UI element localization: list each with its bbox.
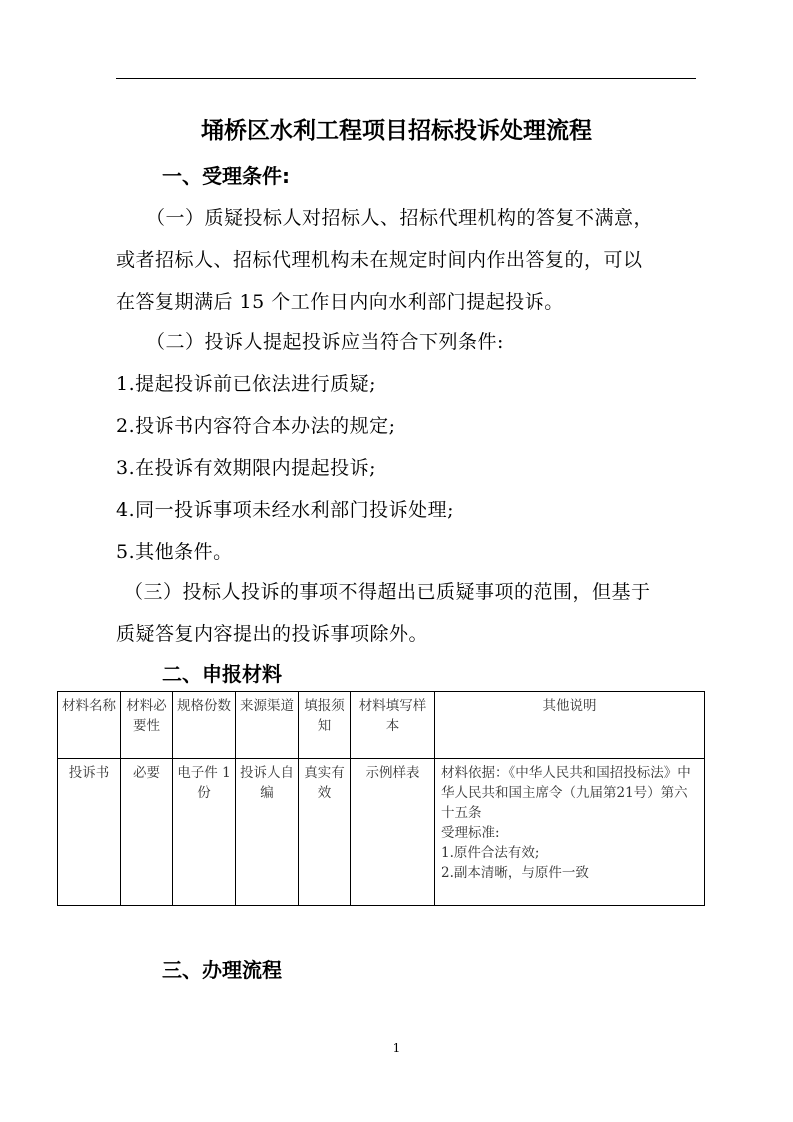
table-cell-spec: 电子件 1 份 bbox=[173, 759, 236, 906]
table-header-cell: 材料名称 bbox=[58, 692, 121, 759]
table-header-row bbox=[58, 692, 705, 759]
paragraph-1-line-3: 在答复期满后 15 个工作日内向水利部门提起投诉。 bbox=[116, 291, 564, 313]
condition-item-4: 4.同一投诉事项未经水利部门投诉处理; bbox=[116, 499, 455, 521]
document-title: 埇桥区水利工程项目招标投诉处理流程 bbox=[201, 118, 592, 144]
condition-item-5: 5.其他条件。 bbox=[116, 541, 233, 563]
table-cell-notice: 真实有效 bbox=[299, 759, 351, 906]
table-row bbox=[58, 759, 705, 906]
table-cell-source: 投诉人自编 bbox=[236, 759, 299, 906]
paragraph-1-line-1: （一）质疑投标人对招标人、招标代理机构的答复不满意， bbox=[146, 207, 654, 229]
condition-item-3: 3.在投诉有效期限内提起投诉; bbox=[116, 457, 377, 479]
table-cell-name: 投诉书 bbox=[58, 759, 121, 906]
table-cell-notes bbox=[435, 759, 705, 906]
paragraph-3-line-2: 质疑答复内容提出的投诉事项除外。 bbox=[116, 623, 429, 645]
note-basis: 材料依据：《中华人民共和国招投标法》中华人民共和国主席令（九届第21号）第六十五条 bbox=[441, 765, 691, 821]
header-rule bbox=[116, 78, 696, 79]
section-heading-acceptance: 一、受理条件: bbox=[162, 164, 290, 188]
table-header-cell: 材料填写样本 bbox=[351, 692, 435, 759]
paragraph-1-line-2: 或者招标人、招标代理机构未在规定时间内作出答复的，可以 bbox=[116, 249, 643, 271]
table-header-cell: 规格份数 bbox=[173, 692, 236, 759]
table-header-cell: 其他说明 bbox=[435, 692, 705, 759]
table-header-cell: 来源渠道 bbox=[236, 692, 299, 759]
section-heading-materials: 二、申报材料 bbox=[162, 662, 282, 686]
paragraph-2: （二）投诉人提起投诉应当符合下列条件: bbox=[146, 331, 504, 353]
table-header-cell: 填报须知 bbox=[299, 692, 351, 759]
table-cell-sample: 示例样表 bbox=[351, 759, 435, 906]
section-heading-process: 三、办理流程 bbox=[162, 958, 282, 982]
page-number: 1 bbox=[392, 1041, 401, 1055]
note-standard-label: 受理标准: bbox=[441, 825, 500, 841]
table-header-cell: 材料必要性 bbox=[121, 692, 173, 759]
note-standard-1: 1.原件合法有效; bbox=[441, 845, 540, 861]
materials-table bbox=[57, 691, 705, 906]
condition-item-2: 2.投诉书内容符合本办法的规定; bbox=[116, 415, 396, 437]
condition-item-1: 1.提起投诉前已依法进行质疑; bbox=[116, 373, 377, 395]
paragraph-3-line-1: （三）投标人投诉的事项不得超出已质疑事项的范围，但基于 bbox=[124, 581, 651, 603]
table-cell-required: 必要 bbox=[121, 759, 173, 906]
note-standard-2: 2.副本清晰，与原件一致 bbox=[441, 865, 589, 881]
